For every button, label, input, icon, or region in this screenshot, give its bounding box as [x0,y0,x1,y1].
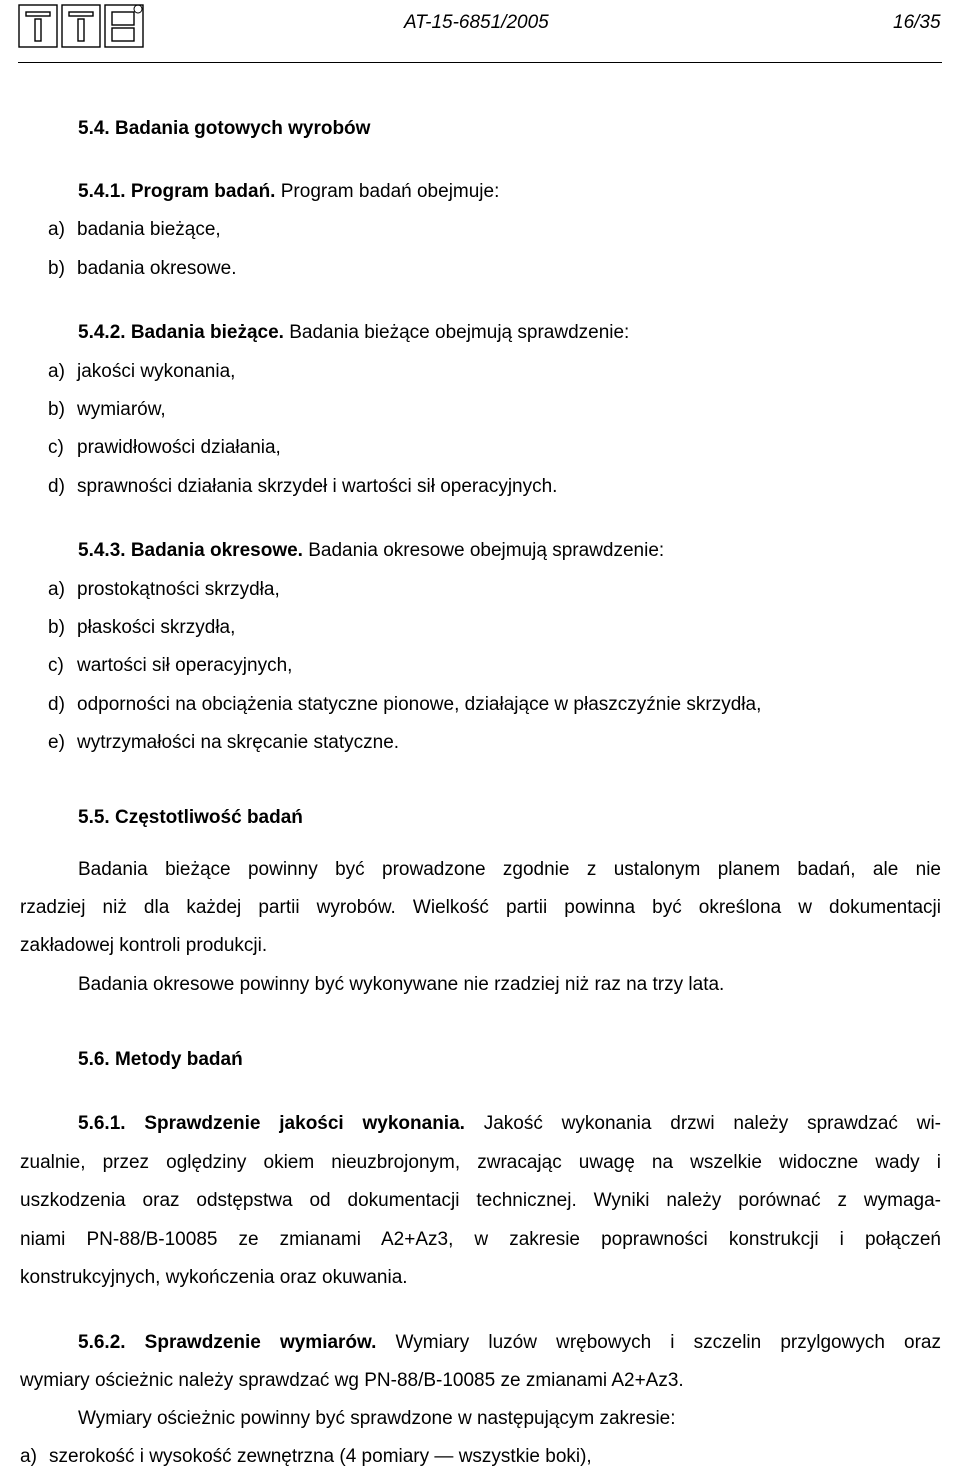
paragraph-line: uszkodzenia oraz odstępstwa od dokumentacji technicznej. Wyniki należy porównać z wymaga- [20,1190,941,1211]
section-heading: 5.6.1. Sprawdzenie jakości wykonania. [78,1113,465,1134]
section-562-lead: 5.6.2. Sprawdzenie wymiarów. Wymiary luzów wrębowych i szczelin przylgowych oraz [78,1332,941,1353]
section-intro: Badania bieżące obejmują sprawdzenie: [283,322,630,343]
document-number: AT-15-6851/2005 [404,12,549,33]
section-intro: Program badań obejmuje: [275,181,500,202]
paragraph-line: niami PN-88/B-10085 ze zmianami A2+Az3, w zakresie poprawności konstrukcji i połączeń [20,1229,941,1250]
section-542-lead [78,322,629,344]
section-heading: 5.4.3. Badania okresowe. [78,540,303,561]
itb-logo [18,4,148,48]
list-item: a) jakości wykonania, [48,361,236,382]
section-title: 5.6. Metody badań [78,1049,243,1070]
section-heading: 5.6.2. Sprawdzenie wymiarów. [78,1332,377,1353]
section-heading: 5.4.1. Program badań. [78,181,276,202]
page-number: 16/35 [893,12,941,33]
section-title: 5.4. Badania gotowych wyrobów [78,118,371,139]
paragraph-line: zakładowej kontroli produkcji. [20,935,268,956]
list-item: d) odporności na obciążenia statyczne pionowe, działające w płaszczyźnie skrzydła, [48,694,762,715]
section-561-lead: 5.6.1. Sprawdzenie jakości wykonania. Jakość wykonania drzwi należy sprawdzać wi- [78,1113,941,1134]
list-item: b) badania okresowe. [48,258,237,279]
paragraph-line: wymiary ościeżnic należy sprawdzać wg PN-88/B-10085 ze zmianami A2+Az3. [20,1370,684,1391]
list-item: c) wartości sił operacyjnych, [48,655,293,676]
list-item: e) wytrzymałości na skręcanie statyczne. [48,732,400,753]
section-title: 5.5. Częstotliwość badań [78,807,303,828]
paragraph-line: rzadziej niż dla każdej partii wyrobów. Wielkość partii powinna być określona w dokumentacji [20,897,941,918]
paragraph: Badania okresowe powinny być wykonywane nie rzadziej niż raz na trzy lata. [78,974,725,995]
list-item: a) prostokątności skrzydła, [48,579,280,600]
paragraph-line: zualnie, przez oględziny okiem nieuzbrojonym, zwracając uwagę na wszelkie widoczne wady i [20,1152,941,1173]
section-541-lead [78,181,499,203]
list-item: d) sprawności działania skrzydeł i wartości sił operacyjnych. [48,476,558,497]
paragraph: Wymiary ościeżnic powinny być sprawdzone w następującym zakresie: [78,1408,676,1429]
list-item: a) badania bieżące, [48,219,221,240]
list-item: b) wymiarów, [48,399,166,420]
list-item: c) prawidłowości działania, [48,437,281,458]
list-item: a) szerokość i wysokość zewnętrzna (4 pomiary — wszystkie boki), [20,1446,592,1467]
section-heading: 5.4.2. Badania bieżące. [78,322,284,343]
section-543-lead [78,540,664,562]
paragraph-line: konstrukcyjnych, wykończenia oraz okuwania. [20,1267,408,1288]
section-intro: Badania okresowe obejmują sprawdzenie: [302,540,665,561]
list-item: b) płaskości skrzydła, [48,617,236,638]
header-rule [18,62,942,63]
paragraph-line: Badania bieżące powinny być prowadzone zgodnie z ustalonym planem badań, ale nie [78,859,941,880]
